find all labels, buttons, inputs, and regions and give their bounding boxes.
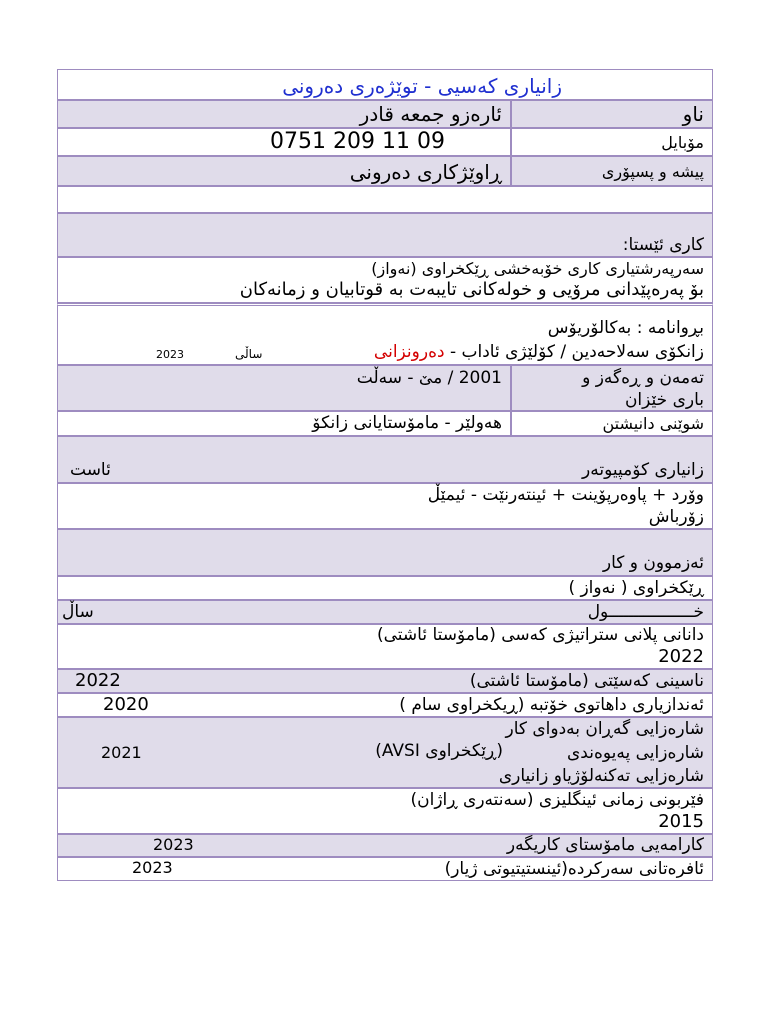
birth-value-cell <box>57 365 511 411</box>
exp-cell-7 <box>57 857 713 881</box>
exp5-year: 2015 <box>658 811 704 832</box>
name-value: ئارەزو جمعه قادر <box>359 102 502 126</box>
current-work-line1: سەرپەرشتیاری کاری خۆبەخشی ڕێکخراوی (نەواز) <box>371 259 704 278</box>
mobile-value-cell <box>57 128 511 156</box>
exp-cell-3 <box>57 693 713 717</box>
exp4-org: (ڕێکخراوی AVSI) <box>375 741 503 761</box>
computer-label-cell <box>57 436 713 483</box>
computer-detail-cell <box>57 483 713 529</box>
degree-year: 2023 <box>156 348 184 361</box>
name-label: ناو <box>682 102 704 126</box>
exp-row-4 <box>57 717 713 788</box>
mobile-value: 0751 209 11 09 <box>270 129 445 154</box>
current-work-row <box>57 213 713 257</box>
birth-label-2: باری خێزان <box>624 390 704 410</box>
degree-year-label: ساڵی <box>235 347 263 361</box>
birth-value: 2001 / مێ - سەڵت <box>356 368 502 388</box>
year-header: ساڵ <box>62 602 94 622</box>
computer-level-label: ئاست <box>70 460 111 480</box>
exp-cell-4 <box>57 717 713 788</box>
title-cell <box>57 69 713 100</box>
job-label-cell <box>511 156 713 186</box>
computer-rating: زۆرباش <box>648 507 704 527</box>
mobile-label-cell <box>511 128 713 156</box>
exp7-title: ئافرەتانی سەرکردە(ئینستیتیوتی ژیار) <box>444 859 704 879</box>
exp3-title: ئەندازیاری داهاتوی خۆتبە (ڕیکخراوی سام ) <box>399 695 704 715</box>
birth-label-cell <box>511 365 713 411</box>
exp-row-6 <box>57 834 713 857</box>
residence-label-cell <box>511 411 713 436</box>
mobile-row <box>57 128 713 156</box>
degree-major: دەرونزانی <box>373 342 445 362</box>
residence-row <box>57 411 713 436</box>
cv-table <box>57 69 713 881</box>
residence-label: شوێنی دانیشتن <box>602 414 704 433</box>
exp4-year: 2021 <box>101 743 142 762</box>
exp6-title: کارامەیی مامۆستای کاریگەر <box>506 835 704 855</box>
spacer-cell <box>57 186 713 213</box>
org-row <box>57 576 713 600</box>
degree-college: زانکۆی سەلاحەدین / کۆلێژی ئاداب - <box>444 342 704 362</box>
current-work-detail-cell <box>57 257 713 303</box>
computer-label: زانیاری کۆمپیوتەر <box>582 460 704 480</box>
degree-row <box>57 303 713 365</box>
current-work-line2: بۆ پەرەپێدانی مرۆیی و خولەکانی تایبەت بە قوتابیان و زمانەکان <box>239 279 704 300</box>
name-value-cell <box>57 100 511 128</box>
birth-row <box>57 365 713 411</box>
exp4-line3: شارەزایی تەکنەلۆژیاو زانیاری <box>498 766 704 786</box>
page-title: زانیاری کەسیی - توێژەری دەرونی <box>282 74 562 98</box>
computer-skills: وۆرد + پاوەرپۆینت + ئینتەرنێت - ئیمێڵ <box>427 485 704 505</box>
degree-line1: بڕوانامە : بەکالۆریۆس <box>547 318 704 338</box>
computer-detail-row <box>57 483 713 529</box>
mobile-label: مۆبایل <box>661 133 704 152</box>
current-work-label: کاری ئێستا: <box>622 235 704 255</box>
name-row <box>57 100 713 128</box>
experience-label: ئەزموون و کار <box>602 553 704 573</box>
exp-cell-5 <box>57 788 713 834</box>
job-value: ڕاوێژکاری دەرونی <box>349 160 502 184</box>
degree-line2 <box>374 342 704 362</box>
spacer-row <box>57 186 713 213</box>
course-header: خـــــــــــــــــول <box>587 602 704 622</box>
exp-row-7 <box>57 857 713 881</box>
residence-value: هەولێر - مامۆستایانی زانکۆ <box>312 413 502 433</box>
exp-row-2 <box>57 669 713 693</box>
course-header-row <box>57 600 713 624</box>
exp3-year: 2020 <box>103 694 149 715</box>
exp-row-1 <box>57 624 713 669</box>
computer-row <box>57 436 713 483</box>
birth-label-1: تەمەن و ڕەگەز و <box>582 368 704 388</box>
exp1-title: دانانی پلانی ستراتیژی کەسی (مامۆستا ئاشتی) <box>377 625 704 645</box>
current-work-label-cell <box>57 213 713 257</box>
course-header-cell <box>57 600 713 624</box>
title-row <box>57 69 713 100</box>
exp-row-3 <box>57 693 713 717</box>
exp-cell-1 <box>57 624 713 669</box>
org-nawaz: ڕێکخراوی ( نەواز ) <box>568 578 704 598</box>
job-label: پیشە و پسپۆری <box>601 162 704 181</box>
experience-label-cell <box>57 529 713 576</box>
exp4-line1: شارەزایی گەڕان بەدوای کار <box>505 719 704 739</box>
exp1-year: 2022 <box>658 646 704 667</box>
experience-row <box>57 529 713 576</box>
name-label-cell <box>511 100 713 128</box>
exp2-year: 2022 <box>75 670 121 691</box>
exp4-line2: شارەزایی پەیوەندی <box>566 743 704 763</box>
job-row <box>57 156 713 186</box>
exp2-title: ناسینی کەسێتی (مامۆستا ئاشتی) <box>469 671 704 691</box>
residence-value-cell <box>57 411 511 436</box>
org-cell <box>57 576 713 600</box>
exp6-year: 2023 <box>153 835 194 854</box>
exp-cell-2 <box>57 669 713 693</box>
exp-row-5 <box>57 788 713 834</box>
current-work-detail-row <box>57 257 713 303</box>
job-value-cell <box>57 156 511 186</box>
exp5-title: فێربونی زمانی ئینگلیزی (سەنتەری ڕاژان) <box>410 790 704 810</box>
degree-cell <box>57 303 713 365</box>
exp7-year: 2023 <box>132 858 173 877</box>
exp-cell-6 <box>57 834 713 857</box>
